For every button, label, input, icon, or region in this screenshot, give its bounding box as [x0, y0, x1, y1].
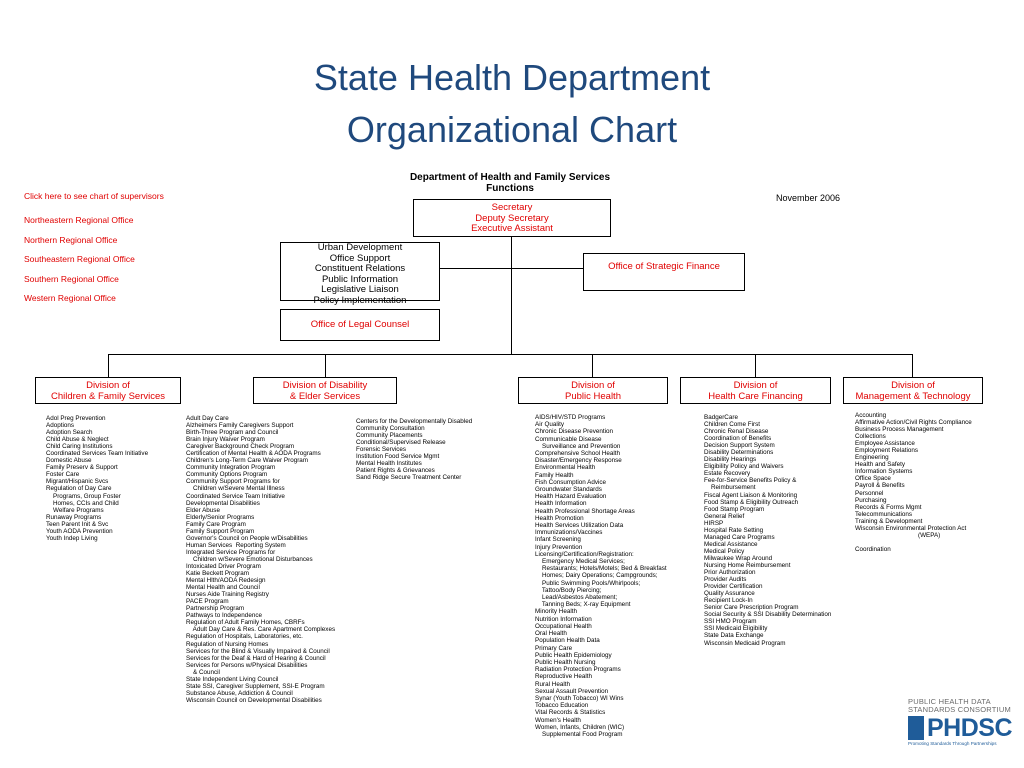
function-item: Health Professional Shortage Areas — [535, 507, 635, 515]
division-children-family — [35, 377, 181, 404]
function-item: Office Space — [855, 475, 891, 483]
function-item: Wisconsin Medicaid Program — [704, 639, 786, 647]
function-item: Injury Prevention — [535, 543, 583, 551]
division-label: & Elder Services — [289, 390, 361, 402]
function-item: Provider Audits — [704, 576, 747, 584]
function-item: Health Promotion — [535, 514, 584, 522]
function-item: Prior Authorization — [704, 569, 756, 577]
function-item: Emergency Medical Services; — [535, 558, 625, 566]
function-item: General Relief — [704, 512, 745, 520]
function-item: PACE Program — [186, 598, 229, 606]
public-health-functions — [535, 414, 667, 738]
function-item: Urban Development — [317, 242, 403, 253]
executive-assistant-title: Executive Assistant — [471, 223, 553, 234]
function-item: Disaster/Emergency Response — [535, 457, 622, 465]
function-item: Migrant/Hispanic Svcs — [46, 478, 109, 486]
function-item: Adol Preg Prevention — [46, 415, 106, 422]
function-item: Family Care Program — [186, 520, 246, 528]
function-item: Reproductive Health — [535, 673, 593, 681]
function-item: Health and Safety — [855, 461, 906, 469]
function-item: Katie Beckett Program — [186, 570, 249, 578]
function-item: Constituent Relations — [314, 263, 406, 274]
function-item: & Council — [186, 668, 220, 676]
function-item: Alzheimers Family Caregivers Support — [186, 422, 294, 430]
function-item: Health Services Utilization Data — [535, 522, 624, 530]
function-item: Supplemental Food Program — [535, 730, 623, 738]
function-item: Nursing Home Reimbursement — [704, 561, 791, 569]
function-item — [855, 539, 972, 546]
function-item: Radiation Protection Programs — [535, 666, 621, 674]
function-item: Women's Health — [535, 716, 581, 724]
division-public-health — [518, 377, 668, 404]
function-item: Disability Hearings — [704, 456, 757, 464]
division-label: Health Care Financing — [708, 390, 803, 402]
function-item: Restaurants; Hotels/Motels; Bed & Breakfast — [535, 565, 667, 573]
function-item: Population Health Data — [535, 637, 600, 645]
function-item: Family Support Program — [186, 527, 255, 535]
logo-top-line2: STANDARDS CONSORTIUM — [908, 705, 1011, 714]
function-item: Children w/Severe Emotional Disturbances — [186, 555, 313, 563]
regional-links — [24, 191, 164, 313]
function-item: Children w/Severe Mental Illness — [186, 485, 285, 493]
function-item: Infant Screening — [535, 536, 581, 544]
function-item: SSI HMO Program — [704, 618, 757, 626]
slide-title-line2: Organizational Chart — [346, 109, 678, 150]
function-item: Primary Care — [535, 644, 573, 652]
division-label: Management & Technology — [855, 390, 971, 402]
function-item: Family Preserv & Support — [46, 464, 118, 472]
function-item: Fee-for-Service Benefits Policy & — [704, 477, 797, 485]
slide-title-line1: State Health Department — [313, 57, 711, 98]
connector-div2 — [325, 354, 326, 377]
function-item: Occupational Health — [535, 622, 592, 630]
function-item: Synar (Youth Tobacco) WI Wins — [535, 694, 624, 702]
division-health-care-financing — [680, 377, 831, 404]
function-item: Vital Records & Statistics — [535, 709, 606, 717]
function-item: Community Options Program — [186, 471, 268, 479]
function-item: Employee Assistance — [855, 440, 915, 448]
function-item: Communicable Disease — [535, 435, 602, 443]
function-item: Lead/Asbestos Abatement; — [535, 594, 618, 602]
function-item: Policy Implementation — [313, 294, 407, 306]
function-item: Regulation of Nursing Homes — [186, 640, 269, 648]
function-item: Homes; Dairy Operations; Campgrounds; — [535, 572, 658, 580]
function-item: Training & Development — [855, 517, 923, 525]
division-label: Public Health — [565, 390, 621, 402]
connector-div5 — [912, 354, 913, 377]
secretary-functions-box — [280, 242, 440, 306]
function-item: Wisconsin Environmental Protection Act — [855, 524, 967, 532]
function-item: AIDS/HIV/STD Programs — [535, 414, 606, 421]
function-item: Adult Day Care & Res. Care Apartment Complexes — [186, 626, 336, 634]
supervisors-chart-link[interactable]: Click here to see chart of supervisors — [24, 191, 164, 201]
function-item: Estate Recovery — [704, 470, 751, 478]
logo-top-line1: PUBLIC HEALTH DATA — [908, 697, 991, 706]
chart-date: November 2006 — [776, 193, 841, 203]
function-item: Patient Rights & Grievances — [356, 467, 435, 475]
function-item: Legislative Liaison — [321, 284, 399, 295]
function-item: Homes, CCIs and Child — [46, 499, 119, 507]
function-item: Personnel — [855, 489, 884, 497]
function-item: Public Information — [321, 273, 399, 285]
org-subtitle: Functions — [486, 183, 534, 194]
function-item: Groundwater Standards — [535, 486, 602, 494]
function-item: Employment Relations — [855, 447, 918, 455]
function-item: Integrated Service Programs for — [186, 548, 276, 556]
function-item: Mental Health Institutes — [356, 460, 422, 468]
legal-counsel-box — [280, 309, 440, 341]
function-item: Elderly/Senior Programs — [186, 513, 255, 521]
function-item: Senior Care Prescription Program — [704, 604, 799, 612]
connector-main-vertical — [511, 236, 512, 355]
function-item: Community Support Programs for — [186, 478, 280, 486]
function-item: Collections — [855, 433, 886, 441]
function-item: Centers for the Developmentally Disabled — [356, 418, 473, 425]
function-item: Rural Health — [535, 680, 570, 688]
function-item: State Data Exchange — [704, 632, 764, 640]
function-item: Partnership Program — [186, 605, 245, 613]
southern-office-link[interactable]: Southern Regional Office — [24, 273, 119, 284]
function-item: Public Health Epidemiology — [535, 651, 612, 659]
function-item: Welfare Programs — [46, 506, 104, 514]
western-office-link[interactable]: Western Regional Office — [24, 293, 116, 304]
function-item: Medical Assistance — [704, 540, 758, 548]
division-label: Division of — [891, 380, 935, 391]
function-item: Sexual Assault Prevention — [535, 687, 609, 695]
function-item: Recipient Lock-In — [704, 597, 753, 605]
children-family-functions — [46, 415, 148, 542]
function-item: Teen Parent Init & Svc — [46, 520, 109, 528]
connector-div1 — [108, 354, 109, 377]
function-item: Family Health — [535, 471, 574, 479]
function-item: Hospital Rate Setting — [704, 526, 764, 534]
function-item: Intoxicated Driver Program — [186, 562, 261, 570]
function-item: (WEPA) — [855, 531, 941, 539]
function-item: Substance Abuse, Addiction & Council — [186, 689, 293, 697]
function-item: Information Systems — [855, 468, 913, 476]
function-item: Sand Ridge Secure Treatment Center — [356, 474, 462, 482]
function-item: Nutrition Information — [535, 615, 592, 623]
function-item: Fiscal Agent Liaison & Monitoring — [704, 491, 798, 499]
function-item: Caregiver Background Check Program — [186, 443, 295, 451]
function-item: Adoptions — [46, 422, 75, 430]
function-item: Health Information — [535, 500, 587, 508]
function-item: SSI Medicaid Eligibility — [704, 625, 768, 633]
function-item: Runaway Programs — [46, 513, 102, 521]
function-item: Records & Forms Mgmt — [855, 503, 922, 511]
function-item: Fish Consumption Advice — [535, 478, 607, 486]
division-management-technology — [843, 377, 983, 404]
function-item: Minority Health — [535, 608, 577, 616]
management-technology-functions — [855, 412, 972, 553]
function-item: Developmental Disabilities — [186, 499, 260, 507]
org-name: Department of Health and Family Services — [409, 172, 611, 183]
disability-elder-functions — [186, 415, 335, 704]
function-item: Quality Assurance — [704, 590, 755, 598]
function-item: Eligibility Policy and Waivers — [704, 463, 784, 471]
function-item: Domestic Abuse — [46, 457, 92, 465]
function-item: Tanning Beds; X-ray Equipment — [535, 601, 631, 609]
function-item: Disability Determinations — [704, 449, 774, 457]
strategic-finance-box — [583, 253, 745, 291]
function-item: Purchasing — [855, 496, 887, 504]
function-item: Business Process Management — [855, 426, 944, 434]
function-item: Child Abuse & Neglect — [46, 436, 109, 444]
function-item: Regulation of Adult Family Homes, CBRFs — [186, 619, 305, 627]
function-item: Food Stamp & Eligibility Outreach — [704, 498, 799, 506]
function-item: Certification of Mental Health & AODA Programs — [186, 450, 321, 458]
function-item: Forensic Services — [356, 446, 407, 454]
function-item: Immunizations/Vaccines — [535, 529, 603, 537]
function-item: Brain Injury Waiver Program — [186, 436, 265, 444]
function-item: Social Security & SSI Disability Determination — [704, 611, 832, 619]
function-item: HIRSP — [704, 519, 724, 527]
legal-counsel-label: Office of Legal Counsel — [310, 319, 410, 330]
function-item: Coordination — [855, 545, 891, 553]
function-item: Comprehensive School Health — [535, 450, 621, 458]
division-label: Division of Disability — [282, 380, 368, 391]
function-item: Chronic Disease Prevention — [535, 428, 614, 436]
function-item: Managed Care Programs — [704, 533, 775, 541]
function-item: Services for the Blind & Visually Impaired & Council — [186, 647, 330, 655]
function-item: Programs, Group Foster — [46, 492, 121, 500]
function-item: Birth-Three Program and Council — [186, 429, 279, 437]
division-label: Division of — [733, 380, 778, 391]
function-item: Mental Hlth/AODA Redesign — [186, 577, 266, 585]
function-item: Food Stamp Program — [704, 505, 765, 513]
function-item: Environmental Health — [535, 464, 596, 472]
southeastern-office-link[interactable]: Southeastern Regional Office — [24, 254, 135, 265]
function-item: Tobacco Education — [535, 702, 589, 710]
connector-div4 — [755, 354, 756, 377]
function-item: Air Quality — [535, 421, 565, 429]
function-item: Women, Infants, Children (WIC) — [535, 723, 625, 731]
function-item: Community Integration Program — [186, 464, 276, 472]
northern-office-link[interactable]: Northern Regional Office — [24, 234, 118, 245]
function-item: Foster Care — [46, 471, 80, 479]
function-item: Community Consultation — [356, 425, 425, 433]
function-item: Telecommunications — [855, 510, 913, 518]
function-item: Children's Long-Term Care Waiver Program — [186, 457, 309, 465]
division-disability-elder — [253, 377, 397, 404]
disability-institutions-functions — [356, 418, 472, 481]
function-item: Public Swimming Pools/Whirlpools; — [535, 579, 641, 587]
function-item: Adult Day Care — [186, 415, 229, 422]
northeastern-office-link[interactable]: Northeastern Regional Office — [24, 215, 134, 225]
function-item: Tattoo/Body Piercing; — [535, 586, 602, 594]
logo-name: PHDSC — [926, 714, 1012, 742]
function-item: Medical Policy — [704, 547, 745, 555]
function-item: Services for Persons w/Physical Disabilities — [186, 661, 308, 669]
function-item: Licensing/Certification/Registration: — [535, 550, 634, 558]
function-item: Youth Indep Living — [46, 534, 98, 542]
function-item: Human Services Reporting System — [186, 541, 286, 549]
function-item: Coordinated Service Team Initiative — [186, 492, 285, 500]
function-item: Institution Food Service Mgmt — [356, 453, 440, 461]
function-item: Regulation of Hospitals, Laboratories, etc. — [186, 633, 303, 641]
function-item: Reimbursement — [704, 484, 756, 492]
function-item: Oral Health — [535, 630, 567, 638]
function-item: Provider Certification — [704, 583, 763, 591]
function-item: State SSI, Caregiver Supplement, SSI-E Program — [186, 682, 325, 690]
phdsc-logo — [908, 698, 1012, 747]
deputy-secretary-title: Deputy Secretary — [475, 212, 549, 224]
function-item: Payroll & Benefits — [855, 482, 905, 490]
function-item: Milwaukee Wrap Around — [704, 554, 773, 562]
division-label: Children & Family Services — [50, 390, 166, 402]
function-item: Community Placements — [356, 432, 423, 440]
function-item: Chronic Renal Disease — [704, 428, 769, 436]
function-item: Public Health Nursing — [535, 658, 596, 666]
health-care-financing-functions — [704, 414, 831, 647]
function-item: Coordination of Benefits — [704, 435, 772, 443]
logo-square-icon — [908, 716, 924, 740]
function-item: BadgerCare — [704, 414, 738, 421]
function-item: Youth AODA Prevention — [46, 527, 113, 535]
connector-finance — [440, 268, 583, 269]
function-item: Children Come First — [704, 421, 760, 429]
division-label: Division of — [571, 380, 615, 391]
connector-bus — [108, 354, 913, 355]
function-item: Health Hazard Evaluation — [535, 493, 607, 501]
function-item: Mental Health and Council — [186, 584, 260, 592]
function-item: Elder Abuse — [186, 506, 220, 514]
function-item: Conditional/Supervised Release — [356, 439, 446, 447]
function-item: Accounting — [855, 412, 887, 419]
function-item: Governor's Council on People w/Disabilities — [186, 534, 308, 542]
function-item: Surveillance and Prevention — [535, 442, 621, 450]
secretary-box — [413, 199, 611, 237]
function-item: Coordinated Services Team Initiative — [46, 450, 149, 458]
function-item: Engineering — [855, 454, 889, 462]
division-label: Division of — [86, 380, 130, 391]
function-item: Nurses Aide Training Registry — [186, 591, 269, 599]
strategic-finance-label: Office of Strategic Finance — [608, 261, 720, 272]
connector-div3 — [592, 354, 593, 377]
function-item: Wisconsin Council on Developmental Disabilities — [186, 696, 322, 704]
function-item: Regulation of Day Care — [46, 485, 112, 493]
function-item: Child Caring Institutions — [46, 443, 113, 451]
function-item: Adoption Search — [46, 429, 93, 437]
function-item: State Independent Living Council — [186, 675, 279, 683]
function-item: Office Support — [329, 252, 391, 264]
function-item: Pathways to Independence — [186, 612, 262, 620]
function-item: Decision Support System — [704, 442, 775, 450]
secretary-title: Secretary — [491, 202, 533, 213]
logo-tagline: Promoting Standards Through Partnerships — [908, 741, 997, 746]
function-item: Affirmative Action/Civil Rights Compliance — [855, 419, 972, 427]
function-item: Services for the Deaf & Hard of Hearing & Council — [186, 654, 326, 662]
